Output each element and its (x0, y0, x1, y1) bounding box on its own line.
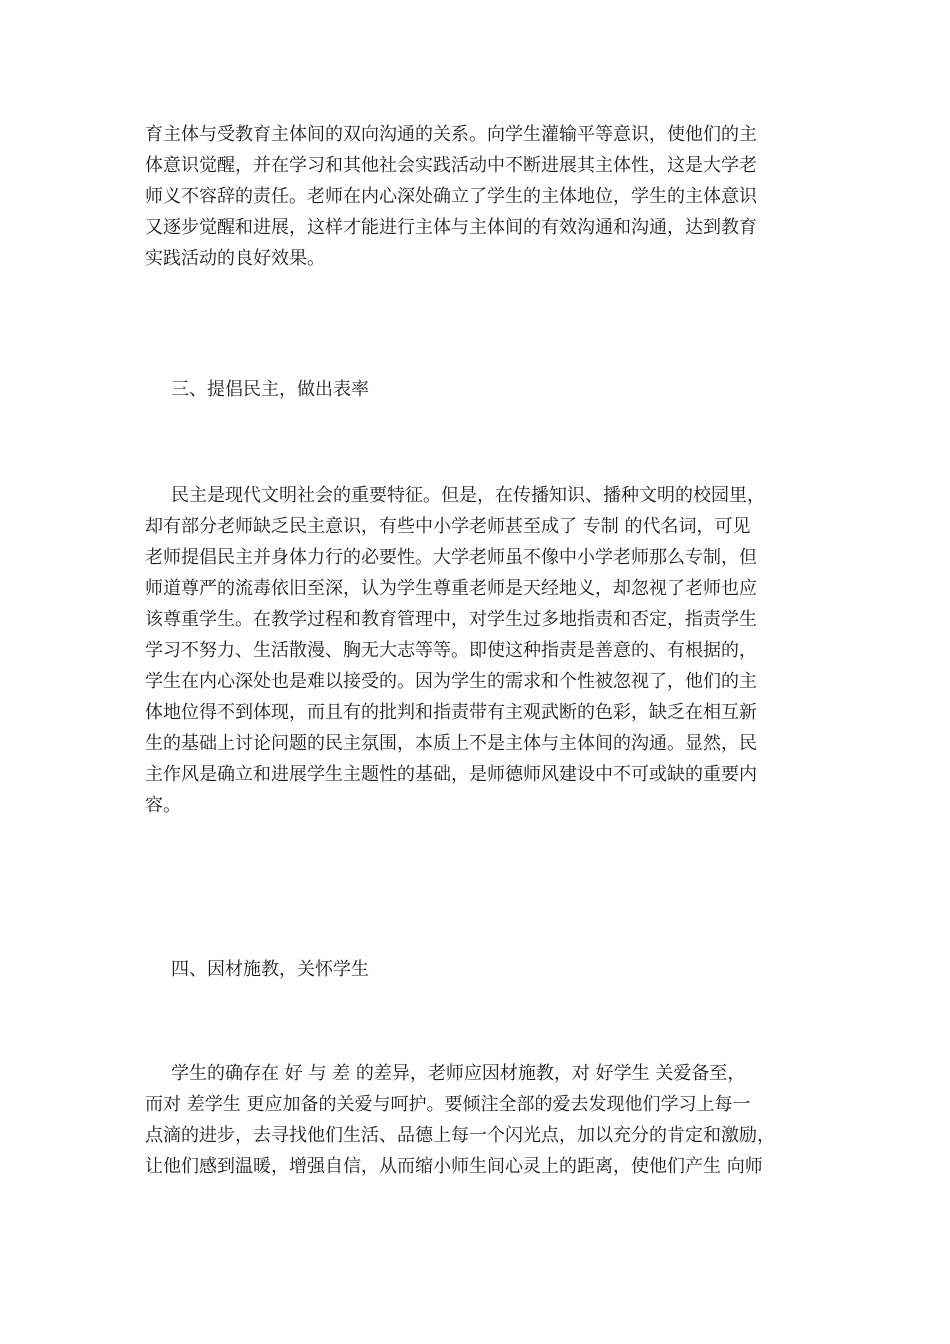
paragraph-line: 老师提倡民主并身体力行的必要性。大学老师虽不像中小学老师那么专制，但 (145, 547, 757, 568)
paragraph-line: 该尊重学生。在教学过程和教育管理中，对学生过多地指责和否定，指责学生 (145, 609, 757, 630)
paragraph-line: 学生在内心深处也是难以接受的。因为学生的需求和个性被忽视了，他们的主 (145, 671, 757, 692)
paragraph-line: 实践活动的良好效果。 (145, 248, 325, 269)
paragraph-line: 体地位得不到体现，而且有的批判和指责带有主观武断的色彩，缺乏在相互新 (145, 702, 757, 723)
paragraph-3 (145, 1058, 805, 1182)
paragraph-line: 而对 差学生 更应加备的关爱与呵护。要倾注全部的爱去发现他们学习上每一 (145, 1094, 751, 1115)
paragraph-line: 民主是现代文明社会的重要特征。但是，在传播知识、播种文明的校园里， (171, 485, 765, 506)
paragraph-1 (145, 119, 805, 274)
paragraph-line: 学生的确存在 好 与 差 的差异，老师应因材施教，对 好学生 关爱备至， (171, 1063, 746, 1084)
paragraph-line: 师道尊严的流毒依旧至深，认为学生尊重老师是天经地义，却忽视了老师也应 (145, 578, 757, 599)
paragraph-line: 让他们感到温暖，增强自信，从而缩小师生间心灵上的距离，使他们产生 向师 (145, 1156, 763, 1177)
paragraph-line: 主作风是确立和进展学生主题性的基础，是师德师风建设中不可或缺的重要内 (145, 764, 757, 785)
paragraph-2 (145, 480, 805, 821)
paragraph-line: 点滴的进步，去寻找他们生活、品德上每一个闪光点，加以充分的肯定和激励， (145, 1125, 775, 1146)
paragraph-line: 师义不容辞的责任。老师在内心深处确立了学生的主体地位，学生的主体意识 (145, 186, 757, 207)
paragraph-line: 又逐步觉醒和进展，这样才能进行主体与主体间的有效沟通和沟通，达到教育 (145, 217, 757, 238)
paragraph-line: 体意识觉醒，并在学习和其他社会实践活动中不断进展其主体性，这是大学老 (145, 155, 757, 176)
paragraph-line: 容。 (145, 795, 181, 816)
paragraph-line: 生的基础上讨论问题的民主氛围，本质上不是主体与主体间的沟通。显然，民 (145, 733, 757, 754)
section-heading-4: 四、因材施教，关怀学生 (171, 959, 369, 980)
paragraph-line: 学习不努力、生活散漫、胸无大志等等。即使这种指责是善意的、有根据的， (145, 640, 757, 661)
paragraph-line: 育主体与受教育主体间的双向沟通的关系。向学生灌输平等意识，使他们的主 (145, 124, 757, 145)
section-heading-3: 三、提倡民主，做出表率 (171, 379, 369, 400)
paragraph-line: 却有部分老师缺乏民主意识，有些中小学老师甚至成了 专制 的代名词，可见 (145, 516, 751, 537)
